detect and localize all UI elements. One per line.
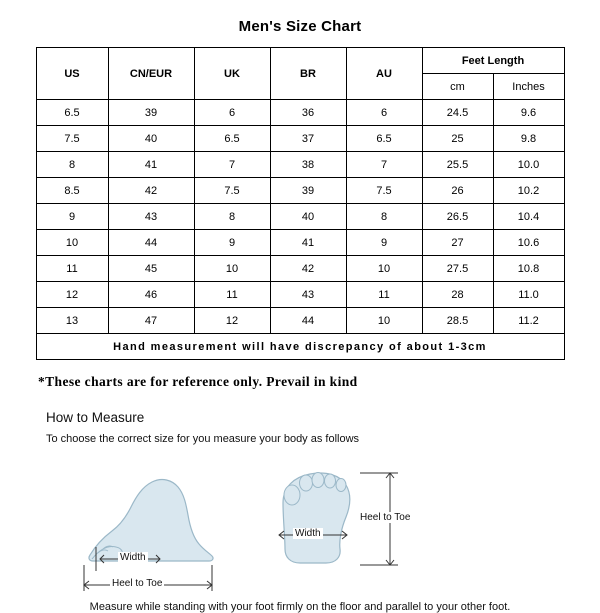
cell-uk: 12	[194, 308, 270, 334]
cell-br: 44	[270, 308, 346, 334]
cell-br: 43	[270, 282, 346, 308]
cell-au: 9	[346, 230, 422, 256]
table-row	[36, 230, 564, 256]
cell-au: 10	[346, 256, 422, 282]
header-cn-eur: CN/EUR	[108, 48, 194, 100]
cell-cm: 28	[422, 282, 493, 308]
hand-measurement-note: Hand measurement will have discrepancy of about 1-3cm	[36, 334, 564, 360]
side-view-width-label: Width	[120, 552, 146, 563]
cell-br: 40	[270, 204, 346, 230]
header-au: AU	[346, 48, 422, 100]
cell-inches: 11.2	[493, 308, 564, 334]
cell-uk: 6.5	[194, 126, 270, 152]
cell-us: 13	[36, 308, 108, 334]
cell-cm: 26.5	[422, 204, 493, 230]
cell-au: 6	[346, 100, 422, 126]
cell-inches: 10.4	[493, 204, 564, 230]
table-row	[36, 256, 564, 282]
cell-cm: 27.5	[422, 256, 493, 282]
cell-cn-eur: 41	[108, 152, 194, 178]
cell-inches: 10.0	[493, 152, 564, 178]
measure-diagram	[0, 449, 600, 599]
cell-au: 6.5	[346, 126, 422, 152]
cell-uk: 9	[194, 230, 270, 256]
table-row	[36, 152, 564, 178]
cell-cn-eur: 39	[108, 100, 194, 126]
measure-footer-note: Measure while standing with your foot firmly on the floor and parallel to your other foot.	[89, 601, 511, 613]
cell-us: 12	[36, 282, 108, 308]
cell-au: 7.5	[346, 178, 422, 204]
table-row	[36, 178, 564, 204]
cell-au: 11	[346, 282, 422, 308]
top-view-length-label: Heel to Toe	[360, 512, 411, 523]
cell-br: 38	[270, 152, 346, 178]
cell-inches: 9.8	[493, 126, 564, 152]
cell-cn-eur: 44	[108, 230, 194, 256]
table-row	[36, 282, 564, 308]
cell-cn-eur: 42	[108, 178, 194, 204]
cell-au: 10	[346, 308, 422, 334]
cell-br: 37	[270, 126, 346, 152]
cell-cm: 25.5	[422, 152, 493, 178]
cell-us: 10	[36, 230, 108, 256]
cell-us: 11	[36, 256, 108, 282]
top-view-width-label: Width	[295, 528, 321, 539]
cell-cn-eur: 43	[108, 204, 194, 230]
table-row	[36, 308, 564, 334]
cell-cm: 24.5	[422, 100, 493, 126]
size-chart-table	[36, 47, 565, 360]
cell-inches: 9.6	[493, 100, 564, 126]
header-uk: UK	[194, 48, 270, 100]
cell-cm: 27	[422, 230, 493, 256]
how-to-measure-subtitle: To choose the correct size for you measure your body as follows	[46, 433, 360, 445]
cell-cm: 28.5	[422, 308, 493, 334]
cell-au: 7	[346, 152, 422, 178]
cell-br: 42	[270, 256, 346, 282]
cell-br: 41	[270, 230, 346, 256]
cell-us: 8.5	[36, 178, 108, 204]
cell-us: 7.5	[36, 126, 108, 152]
cell-cn-eur: 46	[108, 282, 194, 308]
cell-inches: 11.0	[493, 282, 564, 308]
header-br: BR	[270, 48, 346, 100]
foot-diagram-svg	[0, 449, 600, 599]
cell-inches: 10.8	[493, 256, 564, 282]
cell-uk: 8	[194, 204, 270, 230]
cell-br: 36	[270, 100, 346, 126]
header-us: US	[36, 48, 108, 100]
cell-br: 39	[270, 178, 346, 204]
cell-cm: 25	[422, 126, 493, 152]
table-note-row	[36, 334, 564, 360]
cell-uk: 6	[194, 100, 270, 126]
cell-us: 6.5	[36, 100, 108, 126]
cell-uk: 7.5	[194, 178, 270, 204]
header-feet-length: Feet Length	[422, 48, 564, 74]
header-feet-cm: cm	[422, 74, 493, 100]
cell-uk: 7	[194, 152, 270, 178]
cell-uk: 10	[194, 256, 270, 282]
table-row	[36, 100, 564, 126]
header-feet-inches: Inches	[493, 74, 564, 100]
cell-inches: 10.6	[493, 230, 564, 256]
table-row	[36, 204, 564, 230]
side-view-length-label: Heel to Toe	[112, 578, 163, 589]
disclaimer-text: *These charts are for reference only. Prevail in kind	[38, 374, 358, 389]
cell-cn-eur: 47	[108, 308, 194, 334]
table-row	[36, 126, 564, 152]
page-title: Men's Size Chart	[238, 18, 362, 35]
cell-uk: 11	[194, 282, 270, 308]
how-to-measure-title: How to Measure	[46, 410, 145, 425]
cell-cn-eur: 45	[108, 256, 194, 282]
cell-inches: 10.2	[493, 178, 564, 204]
cell-cm: 26	[422, 178, 493, 204]
side-view-foot-icon	[89, 480, 213, 561]
cell-us: 8	[36, 152, 108, 178]
cell-us: 9	[36, 204, 108, 230]
top-view-foot-icon	[283, 473, 350, 564]
table-header-row	[36, 48, 564, 74]
cell-cn-eur: 40	[108, 126, 194, 152]
cell-au: 8	[346, 204, 422, 230]
